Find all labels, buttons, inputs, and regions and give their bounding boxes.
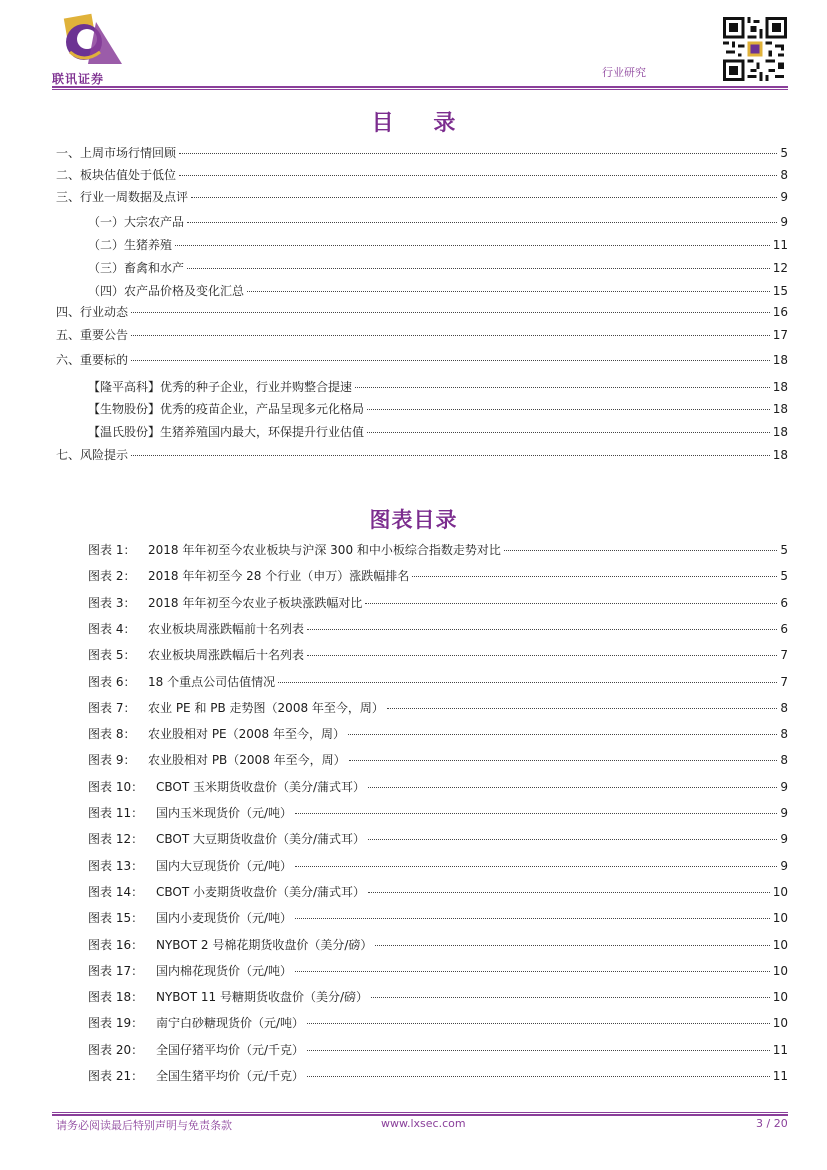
figure-entry-label: 农业板块周涨跌幅前十名列表 — [148, 621, 305, 636]
dot-leader — [355, 386, 770, 388]
figure-entry-label: 国内玉米现货价（元/吨） — [156, 806, 293, 820]
dot-leader — [191, 196, 777, 198]
figure-entry-label: CBOT 小麦期货收盘价（美分/蒲式耳） — [156, 884, 366, 899]
dot-leader — [368, 838, 777, 840]
toc-entry-label: 三、行业一周数据及点评 — [56, 190, 189, 204]
toc-entry-page: 8 — [780, 168, 788, 182]
figure-entry-page: 10 — [772, 990, 788, 1005]
figure-entry-label: 国内棉花现货价（元/吨） — [156, 963, 293, 978]
logo-mark-icon — [60, 12, 124, 68]
figure-entry-number: 图表 4： — [88, 621, 136, 636]
figure-entry-page: 10 — [772, 1016, 788, 1031]
figure-entry-number: 图表 9： — [88, 753, 136, 768]
figure-entry[interactable] — [88, 1041, 788, 1059]
figure-entry[interactable] — [88, 883, 788, 901]
toc-entry-label: 五、重要公告 — [56, 328, 129, 342]
dot-leader — [179, 152, 777, 154]
dot-leader — [295, 970, 770, 972]
toc-entry-page: 9 — [780, 190, 788, 204]
dot-leader — [295, 917, 770, 919]
figure-entry-number: 图表 19： — [88, 1016, 144, 1031]
company-logo — [52, 12, 132, 84]
dot-leader — [348, 733, 777, 735]
toc-entry[interactable] — [56, 446, 788, 464]
figure-entry-number: 图表 16： — [88, 937, 144, 952]
section-label: 行业研究 — [602, 66, 646, 79]
toc-entry[interactable] — [88, 282, 788, 300]
figure-entry-label: 全国生猪平均价（元/千克） — [156, 1069, 305, 1083]
figure-entry-page: 10 — [772, 911, 788, 926]
figure-entry-label: 农业 PE 和 PB 走势图（2008 年至今，周） — [148, 700, 384, 715]
figure-entry-label: NYBOT 11 号糖期货收盘价（美分/磅） — [156, 990, 369, 1005]
figure-entry-page: 10 — [772, 937, 788, 952]
toc-entry-label: （二）生猪养殖 — [88, 238, 173, 252]
figure-entry-label: 农业股相对 PB（2008 年至今，周） — [148, 753, 346, 768]
toc-entry-label: 七、风险提示 — [56, 448, 129, 462]
toc-entry-page: 18 — [772, 353, 788, 367]
figure-entry-number: 图表 15： — [88, 911, 144, 926]
figure-entry[interactable] — [88, 778, 788, 796]
toc-entry-label: 【生物股份】优秀的疫苗企业，产品呈现多元化格局 — [88, 402, 365, 416]
toc-entry-page: 17 — [772, 328, 788, 342]
dot-leader — [412, 575, 777, 577]
figure-entry[interactable] — [88, 962, 788, 980]
figure-entry-number: 图表 18： — [88, 990, 144, 1005]
dot-leader — [179, 174, 777, 176]
figure-entry[interactable] — [88, 830, 788, 848]
figure-entry[interactable] — [88, 804, 788, 822]
figure-entry-label: 南宁白砂糖现货价（元/吨） — [156, 1016, 305, 1031]
dot-leader — [295, 865, 777, 867]
figure-entry[interactable] — [88, 673, 788, 691]
figure-entry-label: 国内小麦现货价（元/吨） — [156, 911, 293, 926]
figure-entry-page: 10 — [772, 884, 788, 899]
footer-divider-thin — [52, 1112, 788, 1113]
figure-entry[interactable] — [88, 725, 788, 743]
dot-leader — [278, 681, 777, 683]
figures-title: 图表目录 — [369, 508, 458, 532]
dot-leader — [368, 786, 777, 788]
dot-leader — [307, 1049, 770, 1051]
dot-leader — [307, 1075, 770, 1077]
figure-entry-page: 9 — [780, 832, 788, 847]
figure-entry[interactable] — [88, 541, 788, 559]
figure-entry-label: 18 个重点公司估值情况 — [148, 674, 276, 689]
toc-entry[interactable] — [88, 423, 788, 441]
footer-disclaimer: 请务必阅读最后特别声明与免责条款 — [56, 1119, 232, 1132]
figure-entry-page: 11 — [772, 1042, 788, 1057]
figure-entry-label: 2018 年年初至今农业板块与沪深 300 和中小板综合指数走势对比 — [148, 543, 501, 557]
toc-entry-label: （四）农产品价格及变化汇总 — [88, 284, 245, 298]
footer-page-number: 3 / 20 — [756, 1117, 788, 1130]
dot-leader — [367, 431, 770, 433]
toc-entry[interactable] — [56, 326, 788, 344]
toc-title: 目 录 — [371, 111, 472, 136]
toc-entry-page: 12 — [772, 261, 788, 275]
figure-entry-page: 9 — [780, 858, 788, 873]
toc-entry-page: 5 — [780, 146, 788, 160]
dot-leader — [307, 628, 777, 630]
figure-entry-number: 图表 14： — [88, 884, 144, 899]
figure-entry[interactable] — [88, 699, 788, 717]
figure-entry[interactable] — [88, 909, 788, 927]
figure-entry-page: 7 — [780, 674, 788, 689]
figure-entry-number: 图表 10： — [88, 779, 144, 794]
figure-entry[interactable] — [88, 751, 788, 769]
toc-entry-page: 18 — [772, 425, 788, 439]
dot-leader — [187, 221, 777, 223]
figure-entry-number: 图表 12： — [88, 832, 144, 847]
figure-entry-number: 图表 6： — [88, 674, 136, 689]
figure-entry-page: 10 — [772, 963, 788, 978]
footer-website-link[interactable]: www.lxsec.com — [381, 1117, 466, 1130]
dot-leader — [375, 944, 769, 946]
figure-entry[interactable] — [88, 1014, 788, 1032]
toc-entry-label: （三）畜禽和水产 — [88, 261, 185, 275]
figure-entry-label: 全国仔猪平均价（元/千克） — [156, 1042, 305, 1057]
toc-entry[interactable] — [56, 303, 788, 321]
dot-leader — [387, 707, 777, 709]
toc-entry-page: 15 — [772, 284, 788, 298]
figure-entry-label: CBOT 大豆期货收盘价（美分/蒲式耳） — [156, 832, 366, 847]
figure-entry-label: 农业板块周涨跌幅后十名列表 — [148, 648, 305, 663]
toc-entry-label: 【隆平高科】优秀的种子企业，行业并购整合提速 — [88, 380, 353, 394]
figure-entry-label: 国内大豆现货价（元/吨） — [156, 858, 293, 873]
figure-entry-number: 图表 7： — [88, 700, 136, 715]
dot-leader — [131, 454, 770, 456]
toc-entry-page: 18 — [772, 448, 788, 462]
figure-entry[interactable] — [88, 620, 788, 638]
figure-entry[interactable] — [88, 988, 788, 1006]
header-divider-thin — [52, 89, 788, 90]
dot-leader — [367, 408, 770, 410]
toc-entry[interactable] — [88, 378, 788, 396]
figure-entry-label: 2018 年年初至今 28 个行业（申万）涨跌幅排名 — [148, 569, 410, 584]
toc-entry[interactable] — [56, 166, 788, 184]
figure-entry[interactable] — [88, 857, 788, 875]
dot-leader — [295, 812, 777, 814]
figure-entry-label: 农业股相对 PE（2008 年至今，周） — [148, 727, 345, 742]
figure-entry-label: CBOT 玉米期货收盘价（美分/蒲式耳） — [156, 779, 366, 794]
dot-leader — [368, 891, 770, 893]
dot-leader — [365, 602, 777, 604]
figure-entry[interactable] — [88, 1067, 788, 1085]
toc-entry-page: 18 — [772, 402, 788, 416]
figure-entry-label: NYBOT 2 号棉花期货收盘价（美分/磅） — [156, 937, 373, 952]
figure-entry-number: 图表 21： — [88, 1069, 144, 1083]
figure-entry-number: 图表 2： — [88, 569, 136, 584]
toc-entry-page: 16 — [772, 305, 788, 319]
toc-entry-label: （一）大宗农产品 — [88, 215, 185, 229]
figure-entry-page: 9 — [780, 806, 788, 820]
figure-entry-page: 9 — [780, 779, 788, 794]
toc-entry-label: 四、行业动态 — [56, 305, 129, 319]
dot-leader — [131, 359, 770, 361]
toc-entry-label: 【温氏股份】生猪养殖国内最大，环保提升行业估值 — [88, 425, 365, 439]
logo-text: 联讯证券 — [52, 72, 105, 86]
figure-entry-label: 2018 年年初至今农业子板块涨跌幅对比 — [148, 595, 363, 610]
figure-entry-number: 图表 1： — [88, 543, 136, 557]
dot-leader — [349, 759, 778, 761]
toc-entry-label: 一、上周市场行情回顾 — [56, 146, 177, 160]
figure-entry-number: 图表 8： — [88, 727, 136, 742]
qr-code-icon[interactable] — [723, 17, 787, 81]
dot-leader — [187, 267, 770, 269]
toc-entry[interactable] — [56, 188, 788, 206]
figure-entry-number: 图表 5： — [88, 648, 136, 663]
figure-entry-page: 6 — [780, 621, 788, 636]
toc-entry-page: 9 — [780, 215, 788, 229]
figure-entry-number: 图表 20： — [88, 1042, 144, 1057]
figure-entry[interactable] — [88, 594, 788, 612]
dot-leader — [247, 290, 770, 292]
dot-leader — [307, 1022, 770, 1024]
figure-entry-page: 7 — [780, 648, 788, 663]
dot-leader — [307, 654, 777, 656]
figure-entry-page: 5 — [780, 543, 788, 557]
toc-entry[interactable] — [88, 213, 788, 231]
figure-entry-number: 图表 17： — [88, 963, 144, 978]
figure-entry-page: 8 — [780, 700, 788, 715]
toc-entry-page: 18 — [772, 380, 788, 394]
dot-leader — [131, 311, 770, 313]
toc-entry-page: 11 — [772, 238, 788, 252]
figure-entry[interactable] — [88, 646, 788, 664]
figure-entry-number: 图表 11： — [88, 806, 144, 820]
toc-entry[interactable] — [88, 236, 788, 254]
footer-divider — [52, 1114, 788, 1116]
figure-entry-number: 图表 13： — [88, 858, 144, 873]
figure-entry-page: 5 — [780, 569, 788, 584]
figure-entry-page: 11 — [772, 1069, 788, 1083]
dot-leader — [504, 549, 777, 551]
toc-entry-label: 六、重要标的 — [56, 353, 129, 367]
toc-entry-label: 二、板块估值处于低位 — [56, 168, 177, 182]
figure-entry[interactable] — [88, 936, 788, 954]
toc-entry[interactable] — [56, 144, 788, 162]
figure-entry-page: 6 — [780, 595, 788, 610]
figure-entry-page: 8 — [780, 753, 788, 768]
figure-entry-number: 图表 3： — [88, 595, 136, 610]
header-divider — [52, 86, 788, 88]
figure-entry[interactable] — [88, 567, 788, 585]
toc-entry[interactable] — [88, 259, 788, 277]
figure-entry-page: 8 — [780, 727, 788, 742]
dot-leader — [175, 244, 770, 246]
toc-entry[interactable] — [56, 351, 788, 369]
dot-leader — [131, 334, 770, 336]
toc-entry[interactable] — [88, 400, 788, 418]
dot-leader — [371, 996, 770, 998]
